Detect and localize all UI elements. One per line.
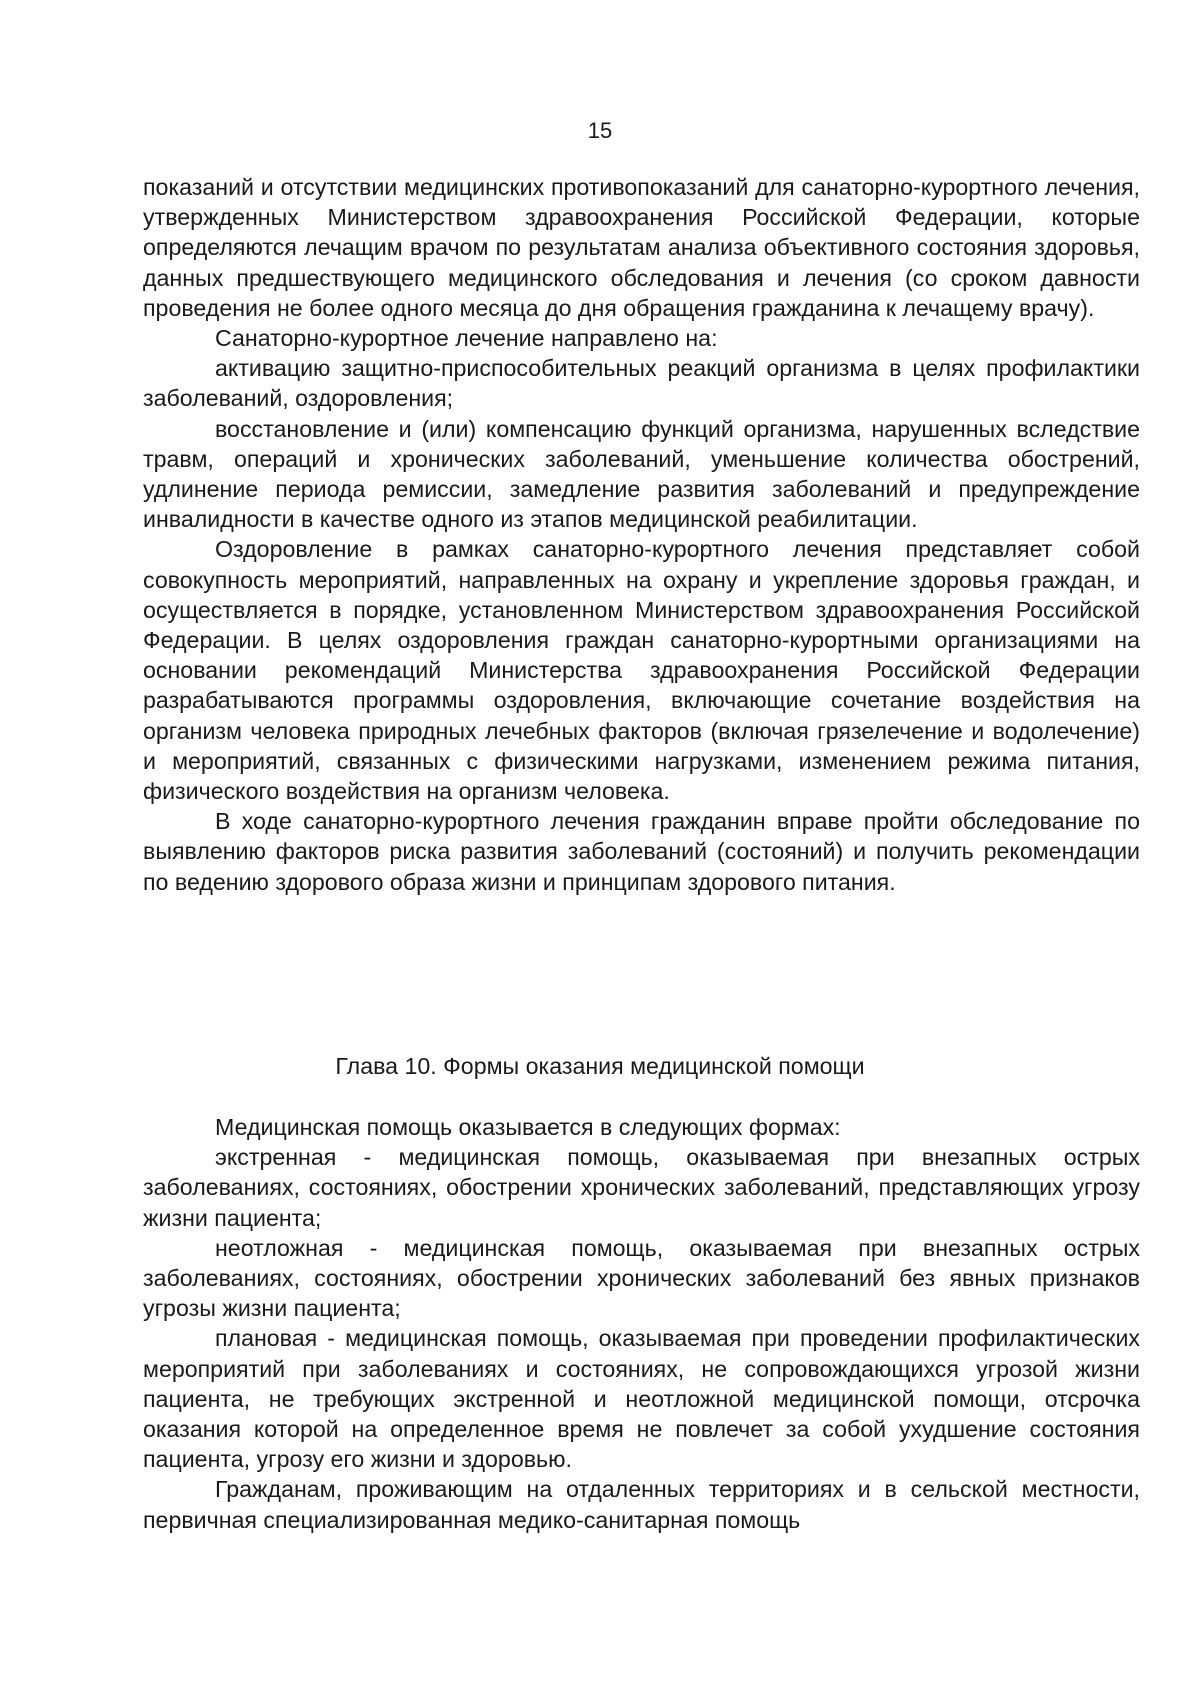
paragraph: восстановление и (или) компенсацию функций организма, нарушенных вследствие травм, операций и хронических заболеваний, уменьшение количества обострений, удлинение периода ремиссии, замедление развития заболеваний и предупреждение инвалидности в качестве одного из этапов медицинской реабилитации. (143, 415, 1140, 533)
paragraph: неотложная - медицинская помощь, оказываемая при внезапных острых заболеваниях, состояниях, обострении хронических заболеваний без явных признаков угрозы жизни пациента; (143, 1234, 1140, 1322)
paragraph: В ходе санаторно-курортного лечения гражданин вправе пройти обследование по выявлению факторов риска развития заболеваний (состояний) и получить рекомендации по ведению здорового образа жизни и принципам здорового питания. (143, 808, 1140, 895)
section-text-bottom (143, 1112, 1140, 1535)
page-number: 15 (587, 118, 613, 143)
paragraph: активацию защитно-приспособительных реакций организма в целях профилактики заболеваний, оздоровления; (143, 355, 1140, 412)
section-text-top (143, 172, 1140, 897)
paragraph: показаний и отсутствии медицинских противопоказаний для санаторно-курортного лечения, утвержденных Министерством здравоохранения Российской Федерации, которые определяются лечащим врачом по результатам анализа объективного состояния здоровья, данных предшествующего медицинского обследования и лечения (со сроком давности проведения не более одного месяца до дня обращения гражданина к лечащему врачу). (143, 174, 1140, 321)
paragraph: плановая - медицинская помощь, оказываемая при проведении профилактических мероприятий при заболеваниях и состояниях, не сопровождающихся угрозой жизни пациента, не требующих экстренной и неотложной медицинской помощи, отсрочка оказания которой на определенное время не повлечет за собой ухудшение состояния пациента, угрозу его жизни и здоровью. (143, 1325, 1140, 1473)
paragraph: Оздоровление в рамках санаторно-курортного лечения представляет собой совокупность мероприятий, направленных на охрану и укрепление здоровья граждан, и осуществляется в порядке, установленном Министерством здравоохранения Российской Федерации. В целях оздоровления граждан санаторно-курортными организациями на основании рекомендаций Министерства здравоохранения Российской Федерации разрабатываются программы оздоровления, включающие сочетание воздействия на организм человека природных лечебных факторов (включая грязелечение и водолечение) и мероприятий, связанных с физическими нагрузками, изменением режима питания, физического воздействия на организм человека. (143, 536, 1140, 805)
paragraph: экстренная - медицинская помощь, оказываемая при внезапных острых заболеваниях, состояниях, обострении хронических заболеваний, представляющих угрозу жизни пациента; (143, 1144, 1140, 1231)
paragraph: Медицинская помощь оказывается в следующих формах: (215, 1114, 841, 1140)
chapter-title: Глава 10. Формы оказания медицинской помощи (335, 1053, 865, 1079)
paragraph: Гражданам, проживающим на отдаленных территориях и в сельской местности, первичная специализированная медико-санитарная помощь (143, 1476, 1140, 1533)
paragraph: Санаторно-курортное лечение направлено на: (215, 325, 718, 352)
